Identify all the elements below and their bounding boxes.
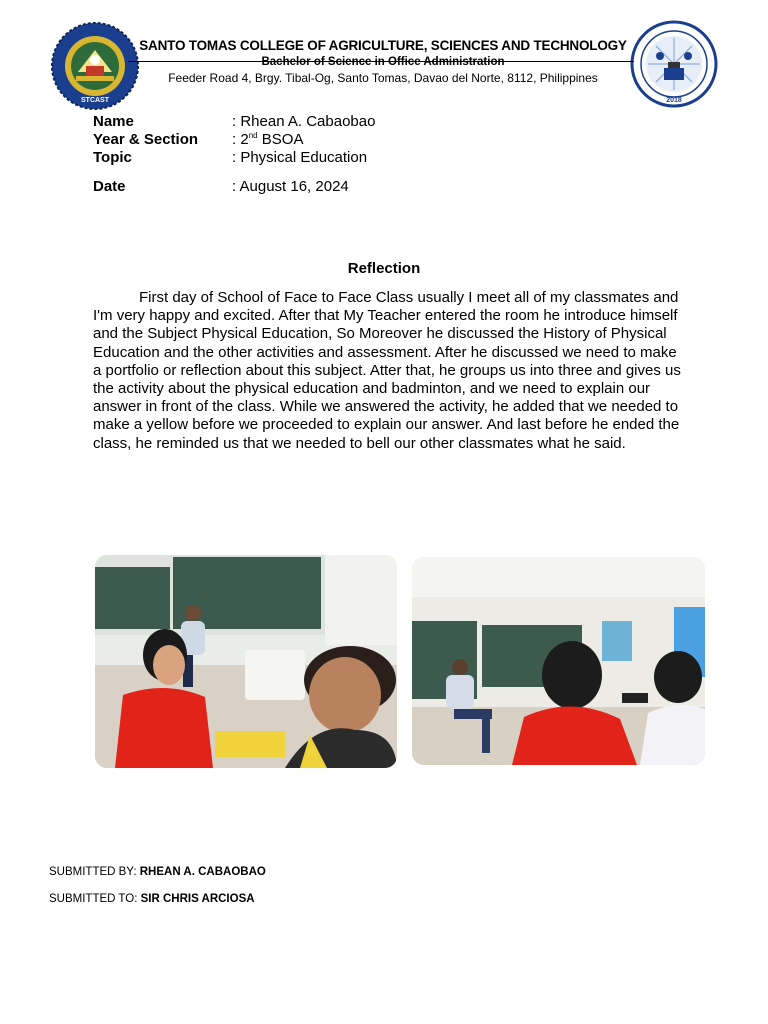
- college-seal-logo: [48, 22, 142, 110]
- name-value: : Rhean A. Cabaobao: [232, 113, 376, 130]
- classroom-photo-teacher: [412, 557, 705, 765]
- section-prefix: : 2: [232, 131, 249, 148]
- submitted-by: [49, 866, 266, 878]
- svg-text:2018: 2018: [666, 97, 682, 104]
- college-address: Feeder Road 4, Brgy. Tibal-Og, Santo Tomas, Davao del Norte, 8112, Philippines: [168, 71, 598, 85]
- topic-label: Topic: [93, 149, 132, 166]
- submitted-by-label: SUBMITTED BY:: [49, 866, 140, 878]
- svg-text:STCAST: STCAST: [81, 97, 109, 104]
- date-label: Date: [93, 178, 126, 195]
- college-name: SANTO TOMAS COLLEGE OF AGRICULTURE, SCIENCES AND TECHNOLOGY: [139, 38, 627, 53]
- program-seal-logo: [628, 20, 720, 108]
- section-suffix: BSOA: [257, 131, 304, 148]
- classroom-photo-selfie: [95, 555, 397, 768]
- section-superscript: nd: [248, 131, 258, 140]
- program-name: Bachelor of Science in Office Administration: [261, 56, 505, 68]
- section-value: [232, 131, 303, 148]
- submitted-to-label: SUBMITTED TO:: [49, 893, 141, 905]
- reflection-body: First day of School of Face to Face Class usually I meet all of my classmates and I'm very happy and excited. After that My Teacher entered the room he introduce himself and the Subject Physical Education, So Moreover he discussed the History of Physical Education and the other activities and assessment. After he discussed we need to make a portfolio or reflection about this subject. Atter that, he groups us into three and gives us the activity about the physical education and badminton, and we need to explain our answer in front of the class. While we answered the activity, he added that we needed to make a yellow before we proceeded to explain our answer. And last before he ended the class, he reminded us that we needed to bell our other classmates what he said.: [93, 289, 681, 452]
- date-value: : August 16, 2024: [232, 178, 349, 195]
- name-label: Name: [93, 113, 134, 130]
- reflection-heading: Reflection: [347, 260, 421, 277]
- submitted-to: [49, 893, 255, 905]
- topic-value: : Physical Education: [232, 149, 368, 166]
- submitted-by-value: RHEAN A. CABAOBAO: [139, 866, 266, 878]
- section-label: Year & Section: [93, 131, 199, 148]
- submitted-to-value: SIR CHRIS ARCIOSA: [140, 893, 255, 905]
